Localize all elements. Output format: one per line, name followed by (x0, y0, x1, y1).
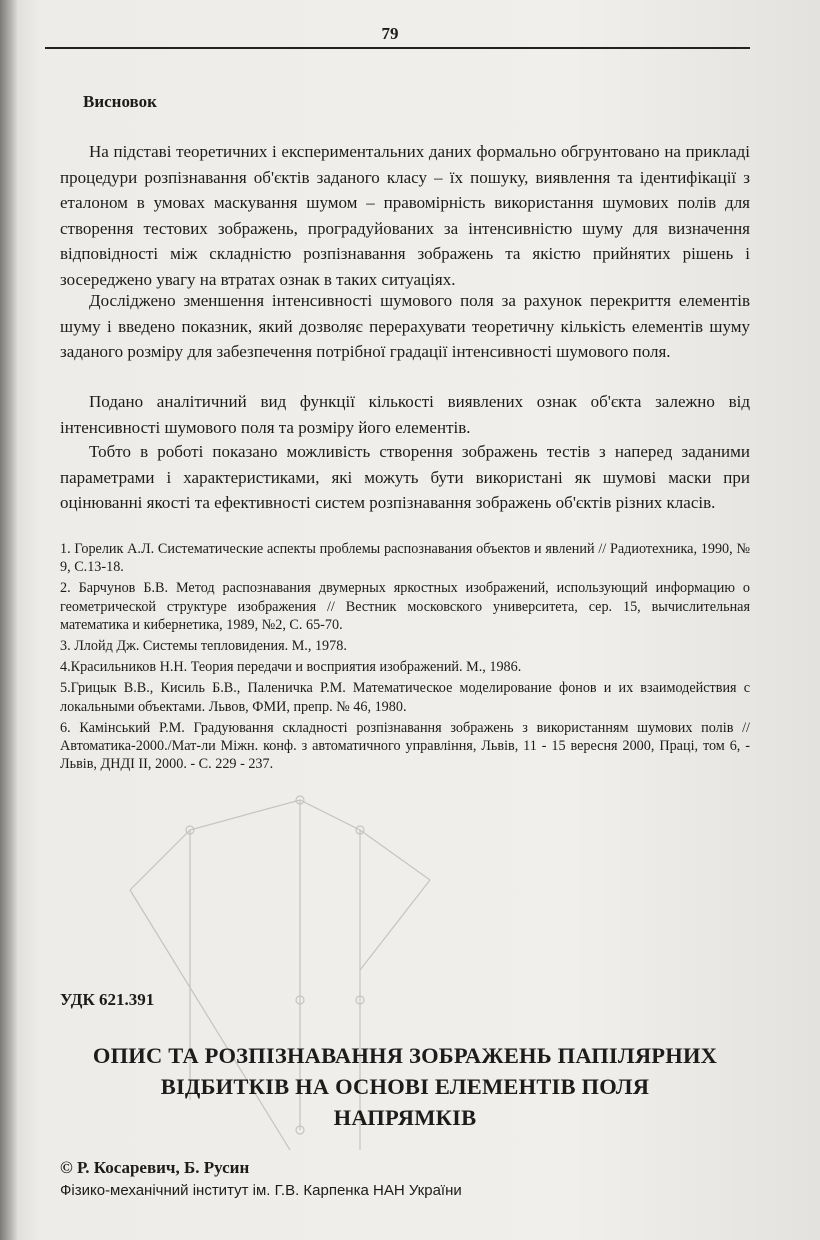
article-title (60, 1040, 750, 1133)
conclusion-heading: Висновок (83, 92, 157, 111)
reference-item: 1. Горелик А.Л. Систематические аспекты проблемы распознавания объектов и явлений // Радиотехника, 1990, № 9, С.13-18. (60, 541, 750, 576)
reference-item: 3. Ллойд Дж. Системы тепловидения. М., 1978. (60, 638, 347, 655)
references-list (60, 540, 750, 776)
conclusion-paragraph: На підставі теоретичних і експериментальних даних формально обгрунтовано на прикладі процедури розпізнавання об'єктів заданого класу – їх пошуку, виявлення та ідентифікації з еталоном в умовах маскування шумом – правомірність використання шумових полів для створення тестових зображень, проградуйованих за інтенсивністю шуму для визначення відповідності між складністю розпізнавання зображень та якістю прийнятих рішень і зосереджено увагу на втратах ознак в таких ситуаціях. (60, 142, 750, 289)
article-authors: © Р. Косаревич, Б. Русин (60, 1158, 250, 1177)
reference-item: 5.Грицык В.В., Кисиль Б.В., Паленичка Р.М. Математическое моделирование фонов и их взаимодействия с локальными объектами. Львов, ФМИ, препр. № 46, 1980. (60, 680, 750, 715)
reference-item: 2. Барчунов Б.В. Метод распознавания двумерных яркостных изображений, использующий информацию о геометрической структуре изображения // Вестник московского университета, сер. 15, вычислительная математика и кибернетика, 1989, №2, С. 65-70. (60, 580, 750, 633)
article-title-line: НАПРЯМКІВ (333, 1105, 477, 1130)
article-title-line: ОПИС ТА РОЗПІЗНАВАННЯ ЗОБРАЖЕНЬ ПАПІЛЯРНИХ (92, 1043, 718, 1068)
conclusion-paragraph: Досліджено зменшення інтенсивності шумового поля за рахунок перекриття елементів шуму і введено показник, який дозволяє перерахувати теоретичну кількість елементів шуму заданого розміру для забезпечення потрібної градації інтенсивності шумового поля. (60, 291, 750, 361)
header-rule (45, 47, 750, 49)
author-affiliation: Фізико-механічний інститут ім. Г.В. Карпенка НАН України (60, 1182, 462, 1199)
article-title-line: ВІДБИТКІВ НА ОСНОВІ ЕЛЕМЕНТІВ ПОЛЯ (160, 1074, 650, 1099)
udk-code: УДК 621.391 (60, 990, 155, 1009)
conclusion-paragraph: Тобто в роботі показано можливість створення зображень тестів з наперед заданими параметрами і характеристиками, які можуть бути використані як шумові маски при оцінюванні якості та ефективності систем розпізнавання зображень об'єктів різних класів. (60, 442, 750, 512)
conclusion-paragraph: Подано аналітичний вид функції кількості виявлених ознак об'єкта залежно від інтенсивності шумового поля та розміру його елементів. (60, 392, 750, 437)
page-edge-shadow (0, 0, 18, 1240)
reference-item: 4.Красильников Н.Н. Теория передачи и восприятия изображений. М., 1986. (60, 659, 522, 676)
reference-item: 6. Камінський Р.М. Градуювання складності розпізнавання зображень з використанням шумових полів // Автоматика-2000./Мат-ли Міжн. конф. з автоматичного управління, Львів, 11 - 15 вересня 2000, Праці, том 6, - Львів, ДНДІ ІІ, 2000. - С. 229 - 237. (60, 719, 750, 773)
page-number: 79 (381, 24, 399, 43)
